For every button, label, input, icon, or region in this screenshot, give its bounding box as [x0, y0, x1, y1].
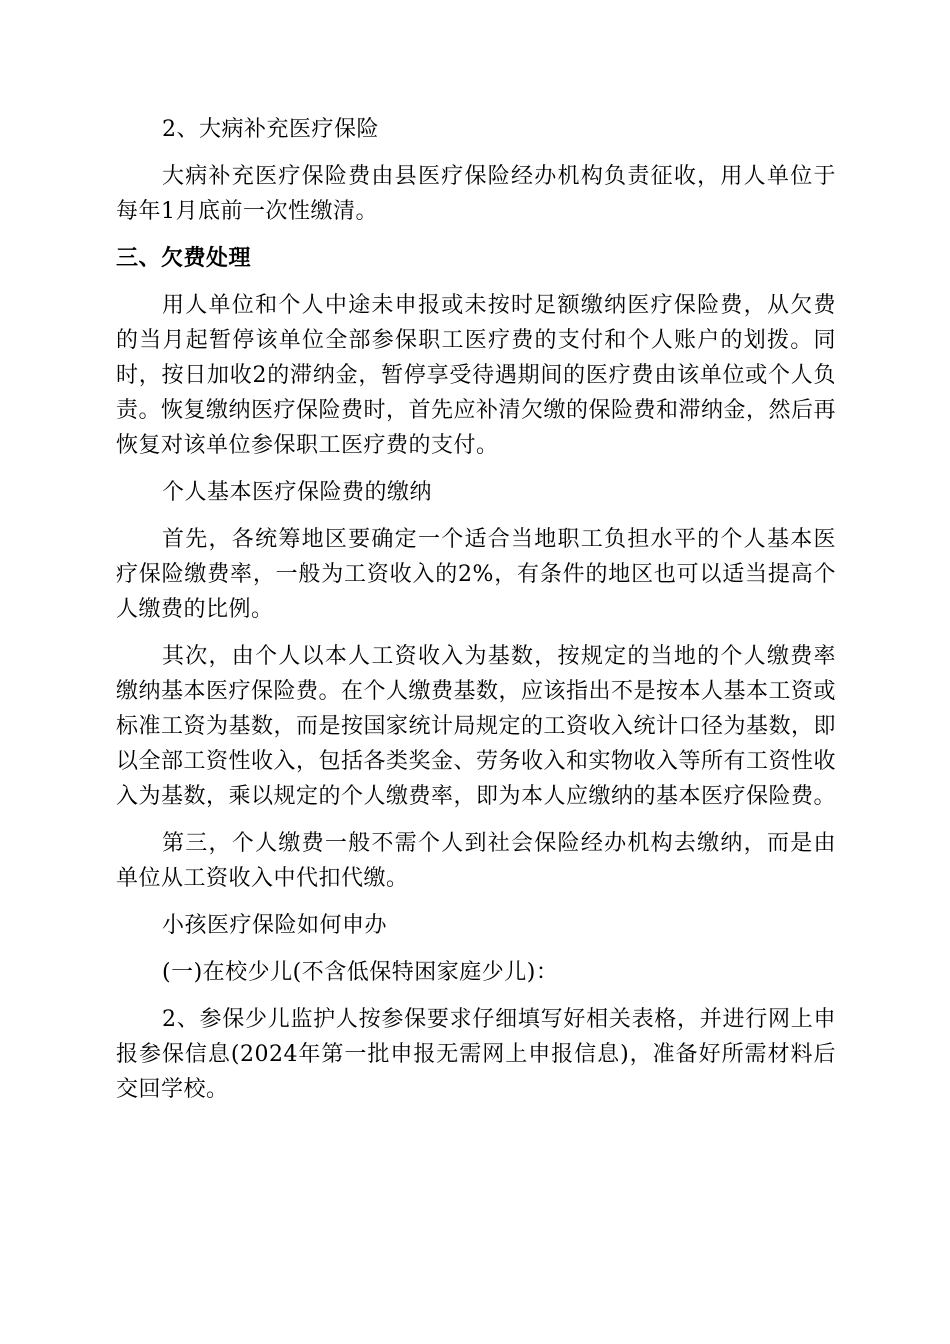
body-paragraph: 2、参保少儿监护人按参保要求仔细填写好相关表格，并进行网上申报参保信息(2024年第一批申报无需网上申报信息)，准备好所需材料后交回学校。 [116, 1007, 836, 1102]
body-paragraph: 其次，由个人以本人工资收入为基数，按规定的当地的个人缴费率缴纳基本医疗保险费。在个人缴费基数，应该指出不是按本人基本工资或标准工资为基数，而是按国家统计局规定的工资收入统计口径为基数，即以全部工资性收入，包括各类奖金、劳务收入和实物收入等所有工资性收入为基数，乘以规定的个人缴费率，即为本人应缴纳的基本医疗保险费。 [116, 644, 837, 809]
body-paragraph: 首先，各统筹地区要确定一个适合当地职工负担水平的个人基本医疗保险缴费率，一般为工资收入的2%，有条件的地区也可以适当提高个人缴费的比例。 [116, 527, 836, 622]
subsection-heading-child-insurance: 小孩医疗保险如何申办 [162, 913, 388, 938]
subsection-heading-personal-contribution: 个人基本医疗保险费的缴纳 [162, 480, 433, 505]
body-paragraph: 大病补充医疗保险费由县医疗保险经办机构负责征收，用人单位于每年1月底前一次性缴清。 [116, 164, 836, 224]
section-heading-arrears-handling: 三、欠费处理 [116, 246, 252, 271]
subsection-heading-critical-illness-insurance: 2、大病补充医疗保险 [162, 117, 379, 142]
body-paragraph: 用人单位和个人中途未申报或未按时足额缴纳医疗保险费，从欠费的当月起暂停该单位全部参保职工医疗费的支付和个人账户的划拨。同时，按日加收2的滞纳金，暂停享受待遇期间的医疗费由该单位或个人负责。恢复缴纳医疗保险费时，首先应补清欠缴的保险费和滞纳金，然后再恢复对该单位参保职工医疗费的支付。 [116, 293, 837, 458]
body-paragraph: 第三，个人缴费一般不需个人到社会保险经办机构去缴纳，而是由单位从工资收入中代扣代缴。 [116, 831, 836, 891]
document-page [116, 112, 836, 1119]
list-item-students: (一)在校少儿(不含低保特困家庭少儿)： [162, 960, 559, 985]
